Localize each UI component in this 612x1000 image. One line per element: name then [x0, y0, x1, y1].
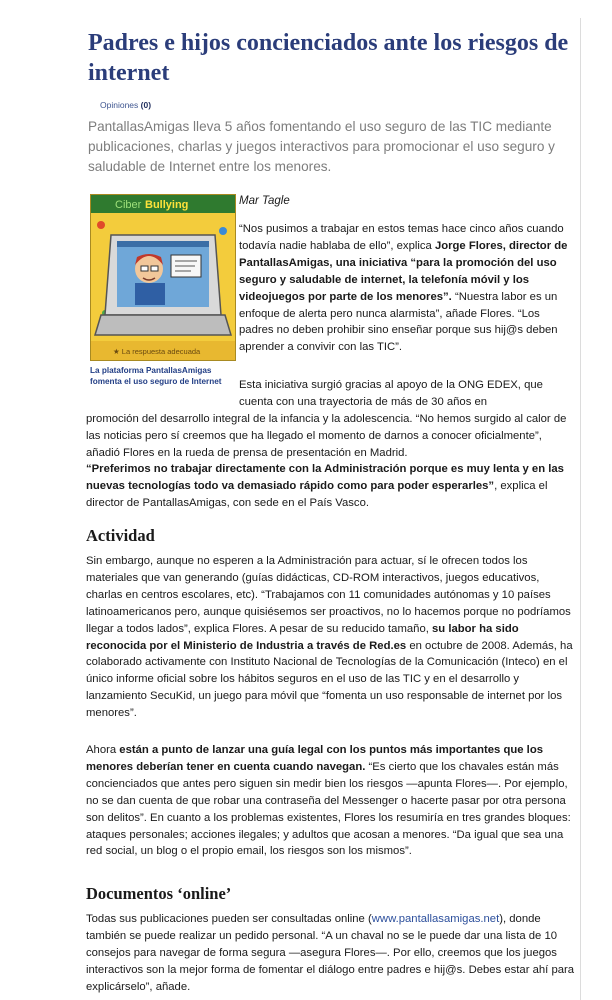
image-bottom-text: ★ La respuesta adecuada [113, 347, 201, 356]
banner-right-text: Bullying [145, 199, 189, 211]
article-lead: PantallasAmigas lleva 5 años fomentando el uso seguro de las TIC mediante publicaciones, charlas y juegos interactivos para promocionar el uso seguro y saludable de Internet entre los menores. [88, 119, 555, 174]
text-run: “Nos pusimos a trabajar en estos temas hace cinco años cuando todavía nadie hablaba de ello”, explica [239, 223, 564, 252]
text-run: , explica el director de PantallasAmigas, con sede en el País Vasco. [86, 479, 548, 509]
article-title: Padres e hijos concienciados ante los riesgos de internet [88, 30, 569, 86]
text-run: ), donde también se puede realizar un pedido personal. “A un chaval no se le puede dar una lista de 10 consejos para navegar de forma segura —asegura Flores—. Por ello, creemos que los juegos interactivos son la mejor forma de fomentar el diálogo entre padres e hij@s. Debes estar ahí para explicárselo”, añade. [86, 913, 575, 993]
cyberbullying-illustration [91, 195, 235, 360]
text-run: Ahora [86, 744, 120, 756]
opinions-link[interactable] [100, 99, 151, 111]
opinions-label: Opiniones [100, 100, 139, 110]
section-heading-documentos-online: Documentos ‘online’ [86, 884, 232, 903]
article [82, 18, 581, 1000]
paragraph-documentos [86, 911, 578, 996]
banner-left-text: Ciber [115, 199, 142, 211]
cyberbullying-image [90, 194, 236, 361]
bold-run: “Preferimos no trabajar directamente con la Administración porque es muy lenta y en las nuevas tecnologías todo va demasiado rápido como para poder esperarles” [86, 463, 564, 492]
paragraph-guia-legal [86, 742, 578, 860]
bold-run: están a punto de lanzar una guía legal con los puntos más importantes que los menores deberían tener en cuenta cuando navegan. [86, 744, 544, 773]
author-byline: Mar Tagle [239, 195, 290, 207]
paragraph-intro [239, 221, 569, 356]
paragraph-actividad [86, 553, 578, 722]
bold-run: Jorge Flores, director de PantallasAmigas, una iniciativa “para la promoción del uso seguro y saludable de internet, la telefonía móvil y los videojuegos por parte de los menores”. [239, 239, 568, 303]
website-link[interactable]: www.pantallasamigas.net [371, 913, 500, 925]
paragraph-administration-quote [86, 461, 576, 512]
paragraph-edex-end: promoción del desarrollo integral de la infancia y la adolescencia. “No hemos surgido al calor de las noticias pero sí creemos que ha llegado el momento de darnos a conocer oficialmente”, añadió Flores en la rueda de prensa de presentación en Madrid. [86, 413, 567, 459]
text-run: en octubre de 2008. Además, ha colaborado activamente con Instituto Nacional de Tecnologías de la Comunicación (Inteco) en el único informe oficial sobre los hábitos seguros en el uso de las TIC y en el desarrollo y lanzamiento SecuKid, un juego para móvil que “fomenta un uso responsable de internet por los menores”. [86, 639, 573, 720]
paragraph-edex-start: Esta iniciativa surgió gracias al apoyo de la ONG EDEX, que cuenta con una trayectoria de más de 30 años en [239, 379, 543, 408]
opinions-count: (0) [140, 100, 152, 110]
image-caption: La plataforma PantallasAmigas fomenta el uso seguro de Internet [90, 366, 222, 386]
bold-run: su labor ha sido reconocida por el Ministerio de Industria a través de Red.es [86, 622, 519, 652]
text-run: Sin embargo, aunque no esperen a la Administración para actuar, sí le ofrecen todos los materiales que van generando (guías didácticas, CD-ROM interactivos, juegos educativos, charlas en centros escolares, etc). “Trabajamos con 11 comunidades autónomas y 10 países latinoamericanos pero, aunque quisiésemos ser proactivos, no lo hacemos porque no podríamos llegar a todos lados”, explica Flores. A pesar de su reducido tamaño, [86, 555, 571, 635]
text-run: Todas sus publicaciones pueden ser consultadas online ( [86, 913, 372, 925]
text-run: “Es cierto que los chavales están más concienciados que antes pero siguen sin medir bien los riesgos —apunta Flores—. Por ejemplo, no se dan cuenta de que robar una contraseña del Messenger o hacerte pasar por otra persona son delitos”. En cuanto a los problemas existentes, Flores los resumiría en tres grandes bloques: ataques personales; acciones ilegales; y adultos que acosan a menores. “Da igual que sea una red social, un blog o el propio email, los riesgos son los mismos”. [86, 760, 571, 858]
text-run: “Nuestra labor es un enfoque de alerta pero nunca alarmista”, añade Flores. “Los padres no deben prohibir sino enseñar porque sus hij@s deben aprender a convivir con las TIC”. [239, 290, 558, 354]
section-heading-actividad: Actividad [86, 526, 155, 545]
